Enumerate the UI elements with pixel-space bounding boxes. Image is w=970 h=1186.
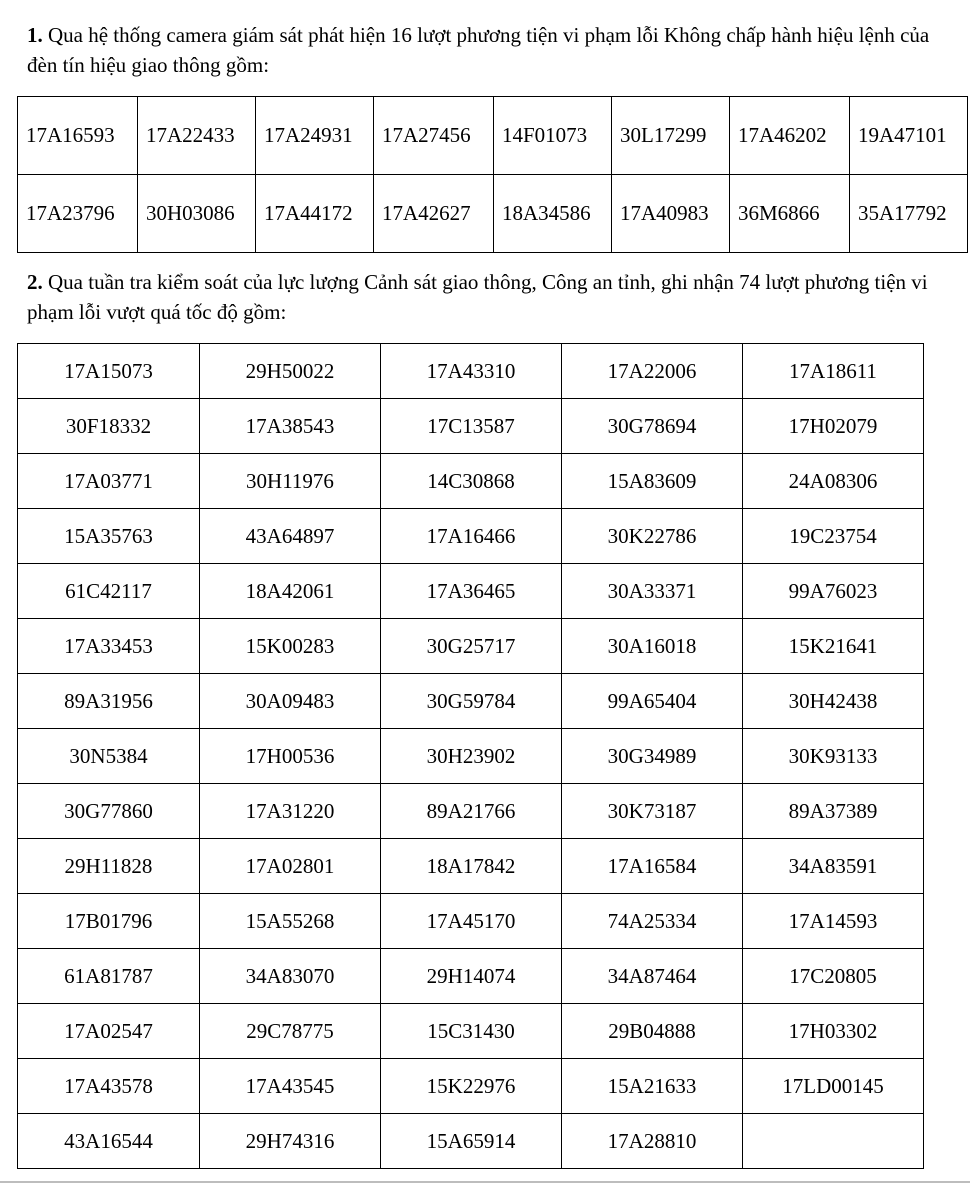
plate-cell: 17A43578 bbox=[18, 1059, 200, 1114]
table-row bbox=[18, 1059, 924, 1114]
table-row bbox=[18, 509, 924, 564]
table-row bbox=[18, 619, 924, 674]
plate-cell: 15C31430 bbox=[381, 1004, 562, 1059]
plate-cell: 17A43545 bbox=[200, 1059, 381, 1114]
plate-cell: 17A42627 bbox=[374, 175, 494, 253]
plate-cell: 17H02079 bbox=[743, 399, 924, 454]
plate-cell: 17A46202 bbox=[730, 97, 850, 175]
table-row bbox=[18, 399, 924, 454]
plate-cell: 17C13587 bbox=[381, 399, 562, 454]
plate-cell: 17A40983 bbox=[612, 175, 730, 253]
section-2-paragraph bbox=[27, 267, 957, 327]
plate-cell: 17A43310 bbox=[381, 344, 562, 399]
plate-cell: 15A55268 bbox=[200, 894, 381, 949]
plate-cell: 34A87464 bbox=[562, 949, 743, 1004]
plate-cell: 17A22433 bbox=[138, 97, 256, 175]
table-row bbox=[18, 949, 924, 1004]
plate-cell: 30A33371 bbox=[562, 564, 743, 619]
plate-cell: 17A33453 bbox=[18, 619, 200, 674]
plate-cell: 17A03771 bbox=[18, 454, 200, 509]
plate-cell: 15A21633 bbox=[562, 1059, 743, 1114]
plate-cell: 43A64897 bbox=[200, 509, 381, 564]
plate-cell: 30H42438 bbox=[743, 674, 924, 729]
table-row bbox=[18, 894, 924, 949]
section-2-number: 2. bbox=[27, 270, 43, 294]
plate-cell: 30H11976 bbox=[200, 454, 381, 509]
plate-cell: 30K73187 bbox=[562, 784, 743, 839]
plate-cell: 24A08306 bbox=[743, 454, 924, 509]
plate-cell: 30H03086 bbox=[138, 175, 256, 253]
plate-cell: 35A17792 bbox=[850, 175, 968, 253]
page-bottom-divider bbox=[0, 1181, 970, 1183]
table-row bbox=[18, 1004, 924, 1059]
plate-cell: 99A65404 bbox=[562, 674, 743, 729]
plate-cell: 30A09483 bbox=[200, 674, 381, 729]
plate-cell: 18A42061 bbox=[200, 564, 381, 619]
plate-cell: 18A17842 bbox=[381, 839, 562, 894]
plate-cell: 17A16593 bbox=[18, 97, 138, 175]
plate-cell: 17LD00145 bbox=[743, 1059, 924, 1114]
plate-cell: 15K00283 bbox=[200, 619, 381, 674]
table-row bbox=[18, 839, 924, 894]
table-row bbox=[18, 1114, 924, 1169]
plate-cell: 15K21641 bbox=[743, 619, 924, 674]
plate-cell: 17A15073 bbox=[18, 344, 200, 399]
plate-cell: 17A31220 bbox=[200, 784, 381, 839]
red-light-violations-table bbox=[17, 96, 968, 253]
plate-cell: 30H23902 bbox=[381, 729, 562, 784]
plate-cell: 17A28810 bbox=[562, 1114, 743, 1169]
plate-cell: 61C42117 bbox=[18, 564, 200, 619]
plate-cell: 15A83609 bbox=[562, 454, 743, 509]
red-light-violations-body bbox=[18, 97, 968, 253]
plate-cell: 61A81787 bbox=[18, 949, 200, 1004]
plate-cell: 19A47101 bbox=[850, 97, 968, 175]
plate-cell: 30K22786 bbox=[562, 509, 743, 564]
table-row bbox=[18, 564, 924, 619]
plate-cell: 17A23796 bbox=[18, 175, 138, 253]
plate-cell: 89A37389 bbox=[743, 784, 924, 839]
plate-cell: 15A35763 bbox=[18, 509, 200, 564]
plate-cell: 89A21766 bbox=[381, 784, 562, 839]
plate-cell: 17A45170 bbox=[381, 894, 562, 949]
plate-cell: 30G59784 bbox=[381, 674, 562, 729]
plate-cell: 29B04888 bbox=[562, 1004, 743, 1059]
plate-cell: 30L17299 bbox=[612, 97, 730, 175]
plate-cell: 17A38543 bbox=[200, 399, 381, 454]
plate-cell: 17A14593 bbox=[743, 894, 924, 949]
speeding-violations-table bbox=[17, 343, 924, 1169]
section-1-text: Qua hệ thống camera giám sát phát hiện 16 lượt phương tiện vi phạm lỗi Không chấp hành hiệu lệnh của đèn tín hiệu giao thông gồm: bbox=[27, 23, 930, 77]
plate-cell: 34A83591 bbox=[743, 839, 924, 894]
table-row bbox=[18, 175, 968, 253]
plate-cell: 30A16018 bbox=[562, 619, 743, 674]
table-row bbox=[18, 784, 924, 839]
table-row bbox=[18, 454, 924, 509]
plate-cell: 17A02547 bbox=[18, 1004, 200, 1059]
plate-cell: 15K22976 bbox=[381, 1059, 562, 1114]
plate-cell: 99A76023 bbox=[743, 564, 924, 619]
plate-cell: 30G34989 bbox=[562, 729, 743, 784]
plate-cell: 17A16584 bbox=[562, 839, 743, 894]
plate-cell: 36M6866 bbox=[730, 175, 850, 253]
speeding-violations-body bbox=[18, 344, 924, 1169]
plate-cell: 17H03302 bbox=[743, 1004, 924, 1059]
plate-cell: 29H11828 bbox=[18, 839, 200, 894]
section-1-number: 1. bbox=[27, 23, 43, 47]
plate-cell bbox=[743, 1114, 924, 1169]
section-2-text: Qua tuần tra kiểm soát của lực lượng Cảnh sát giao thông, Công an tỉnh, ghi nhận 74 lượt phương tiện vi phạm lỗi vượt quá tốc độ gồm: bbox=[27, 270, 928, 324]
plate-cell: 14F01073 bbox=[494, 97, 612, 175]
plate-cell: 17H00536 bbox=[200, 729, 381, 784]
plate-cell: 74A25334 bbox=[562, 894, 743, 949]
plate-cell: 30G25717 bbox=[381, 619, 562, 674]
plate-cell: 30K93133 bbox=[743, 729, 924, 784]
section-1-paragraph bbox=[27, 20, 957, 80]
plate-cell: 17A22006 bbox=[562, 344, 743, 399]
plate-cell: 29H74316 bbox=[200, 1114, 381, 1169]
plate-cell: 29H14074 bbox=[381, 949, 562, 1004]
table-row bbox=[18, 674, 924, 729]
plate-cell: 14C30868 bbox=[381, 454, 562, 509]
plate-cell: 29C78775 bbox=[200, 1004, 381, 1059]
table-row bbox=[18, 97, 968, 175]
plate-cell: 17A27456 bbox=[374, 97, 494, 175]
plate-cell: 30N5384 bbox=[18, 729, 200, 784]
plate-cell: 43A16544 bbox=[18, 1114, 200, 1169]
plate-cell: 30G78694 bbox=[562, 399, 743, 454]
plate-cell: 89A31956 bbox=[18, 674, 200, 729]
plate-cell: 17A24931 bbox=[256, 97, 374, 175]
plate-cell: 17A16466 bbox=[381, 509, 562, 564]
plate-cell: 17A02801 bbox=[200, 839, 381, 894]
plate-cell: 17C20805 bbox=[743, 949, 924, 1004]
plate-cell: 15A65914 bbox=[381, 1114, 562, 1169]
plate-cell: 29H50022 bbox=[200, 344, 381, 399]
table-row bbox=[18, 729, 924, 784]
plate-cell: 17A18611 bbox=[743, 344, 924, 399]
plate-cell: 17A36465 bbox=[381, 564, 562, 619]
plate-cell: 17A44172 bbox=[256, 175, 374, 253]
plate-cell: 19C23754 bbox=[743, 509, 924, 564]
plate-cell: 17B01796 bbox=[18, 894, 200, 949]
plate-cell: 18A34586 bbox=[494, 175, 612, 253]
plate-cell: 30F18332 bbox=[18, 399, 200, 454]
plate-cell: 34A83070 bbox=[200, 949, 381, 1004]
plate-cell: 30G77860 bbox=[18, 784, 200, 839]
table-row bbox=[18, 344, 924, 399]
